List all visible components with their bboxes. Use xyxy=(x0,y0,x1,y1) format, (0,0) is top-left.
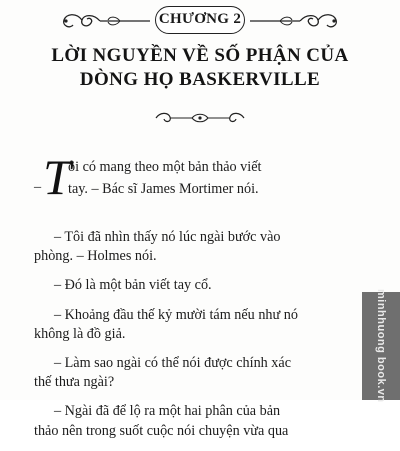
paragraph-line: – Làm sao ngài có thể nói được chính xác xyxy=(54,355,291,372)
chapter-title-line-1: LỜI NGUYỀN VỀ SỐ PHẬN CỦA xyxy=(51,45,349,66)
swirl-ornament-icon xyxy=(152,110,248,126)
paragraph-line: – Đó là một bản viết tay cổ. xyxy=(54,277,212,294)
paragraph-line: ôi có mang theo một bản thảo viết xyxy=(68,159,262,175)
body-text xyxy=(34,149,350,451)
chapter-header xyxy=(60,6,340,34)
paragraph-line: thảo nên trong suốt cuộc nói chuyện vừa qua xyxy=(34,422,289,439)
paragraph xyxy=(34,276,350,295)
right-flourish-icon xyxy=(248,10,340,32)
paragraph-line: tay. – Bác sĩ James Mortimer nói. xyxy=(68,181,259,197)
dialogue-dash: – xyxy=(34,179,42,195)
left-flourish-icon xyxy=(60,10,152,32)
chapter-title xyxy=(0,44,400,92)
side-tab-watermark: minhhuong book.vn xyxy=(375,289,387,403)
chapter-label: CHƯƠNG 2 xyxy=(155,6,245,34)
paragraph-line: – Ngài đã để lộ ra một hai phân của bản xyxy=(54,403,281,420)
paragraph xyxy=(34,228,350,266)
paragraph-line: – Khoảng đầu thế kỷ mười tám nếu như nó xyxy=(54,306,298,323)
paragraph-line: thế thưa ngài? xyxy=(34,374,115,391)
first-paragraph xyxy=(34,149,350,218)
paragraph xyxy=(34,402,350,440)
paragraph xyxy=(34,354,350,392)
paragraph-line: – Tôi đã nhìn thấy nó lúc ngài bước vào xyxy=(54,229,281,245)
paragraph-line: không là đồ giả. xyxy=(34,325,126,342)
paragraph xyxy=(34,306,350,344)
paragraph-line: phòng. – Holmes nói. xyxy=(34,248,157,265)
chapter-title-line-2: DÒNG HỌ BASKERVILLE xyxy=(79,69,321,90)
drop-cap: T xyxy=(43,149,71,205)
